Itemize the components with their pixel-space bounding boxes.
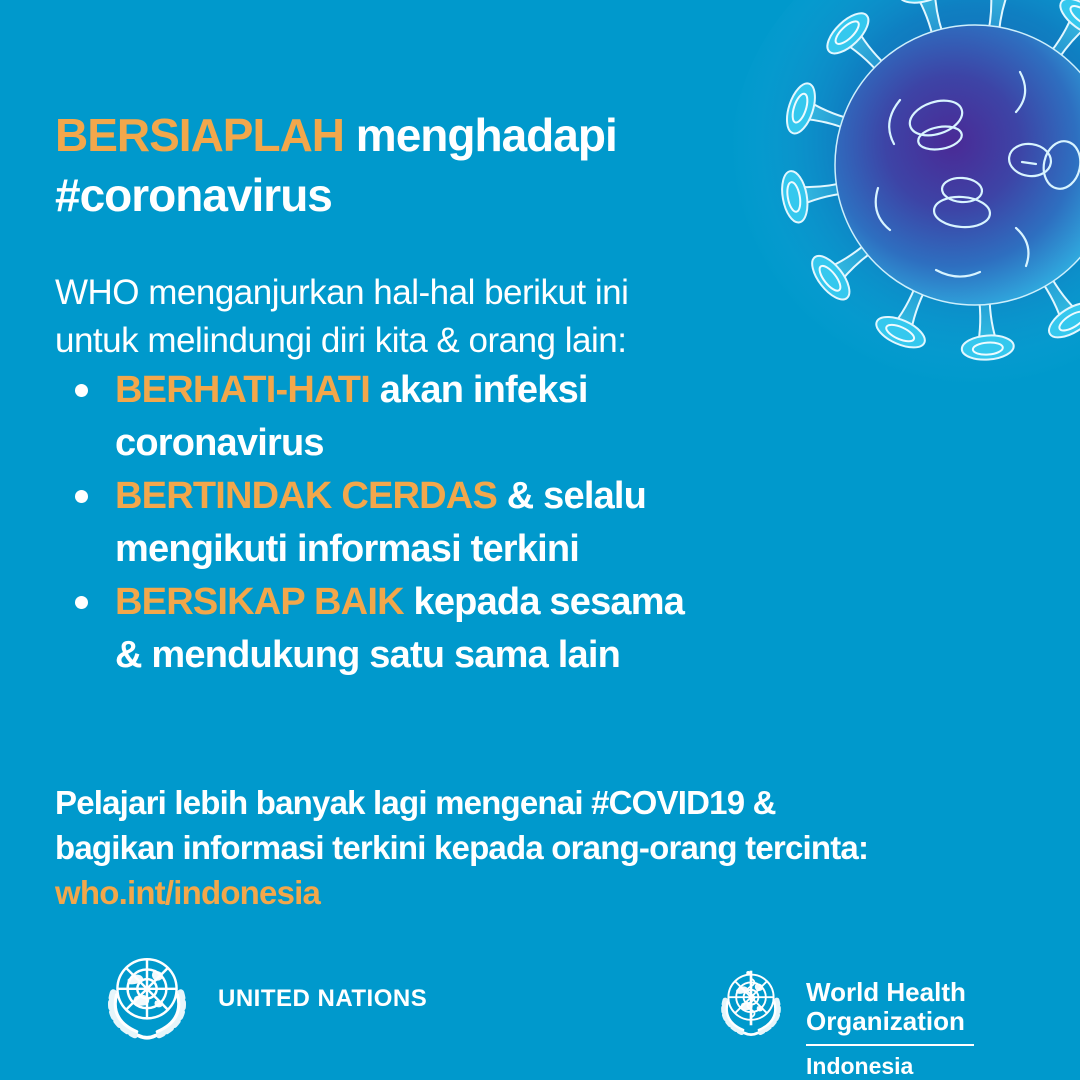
list-item xyxy=(75,576,684,682)
who-emblem-icon xyxy=(712,964,790,1046)
who-name-line1: World Health xyxy=(806,977,966,1007)
advice-list xyxy=(75,364,684,682)
bullet3-rest: kepada sesama xyxy=(403,581,685,623)
who-name-line2: Organization xyxy=(806,1006,965,1036)
page-title xyxy=(55,105,617,225)
intro-line1: WHO menganjurkan hal-hal berikut ini xyxy=(55,273,629,312)
bullet2-line2: mengikuti informasi terkini xyxy=(115,528,580,570)
bullet-dot xyxy=(75,596,88,609)
bullet2-highlight: BERTINDAK CERDAS xyxy=(115,475,497,517)
un-emblem-icon xyxy=(96,948,198,1050)
bullet2-rest: & selalu xyxy=(497,475,647,517)
bullet-dot xyxy=(75,384,88,397)
cta-text xyxy=(55,780,868,915)
bullet-dot xyxy=(75,490,88,503)
intro-text xyxy=(55,269,628,365)
title-rest: menghadapi xyxy=(344,108,617,161)
who-url-link[interactable]: who.int/indonesia xyxy=(55,874,321,911)
bullet1-line2: coronavirus xyxy=(115,422,324,464)
intro-line2: untuk melindungi diri kita & orang lain: xyxy=(55,321,627,360)
title-line2: #coronavirus xyxy=(55,168,332,221)
list-item xyxy=(75,470,684,576)
list-item xyxy=(75,364,684,470)
who-logo-divider xyxy=(806,1044,974,1046)
bullet3-line2: & mendukung satu sama lain xyxy=(115,634,620,676)
bullet3-highlight: BERSIKAP BAIK xyxy=(115,581,404,623)
bullet1-rest: akan infeksi xyxy=(369,369,588,411)
who-country-label: Indonesia xyxy=(806,1053,914,1079)
bullet1-highlight: BERHATI-HATI xyxy=(115,369,370,411)
cta-line1: Pelajari lebih banyak lagi mengenai #COVID19 & xyxy=(55,784,776,821)
who-logo xyxy=(712,964,974,1080)
cta-line2: bagikan informasi terkini kepada orang-orang tercinta: xyxy=(55,829,869,866)
title-highlight: BERSIAPLAH xyxy=(55,108,345,161)
un-logo-label: UNITED NATIONS xyxy=(218,985,428,1012)
un-logo xyxy=(96,948,427,1050)
coronavirus-illustration xyxy=(700,0,1080,410)
